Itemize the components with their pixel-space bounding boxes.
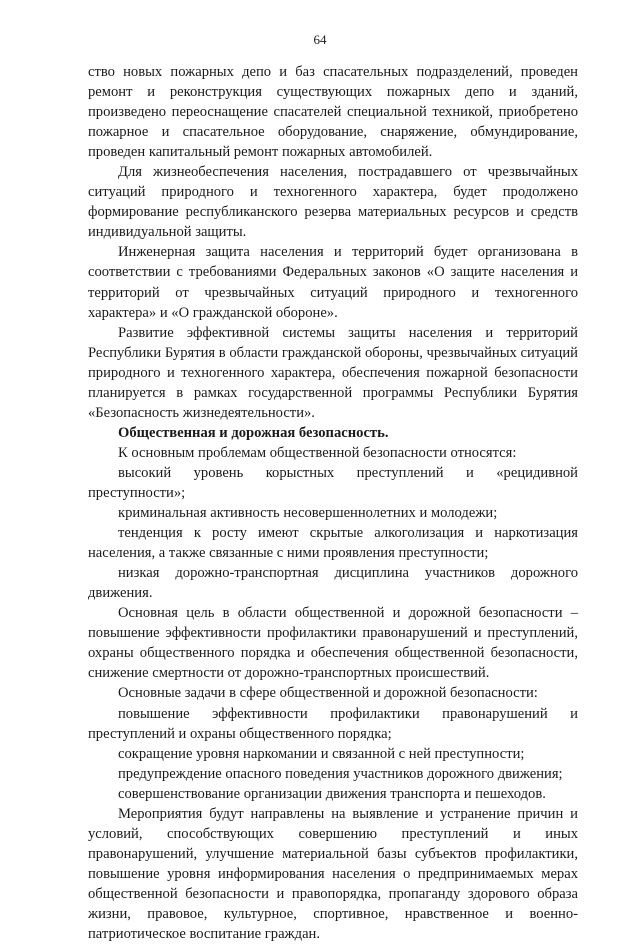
section-heading: Общественная и дорожная безопасность. [118, 424, 389, 441]
list-item-drug-reduction: сокращение уровня наркомании и связанной с ней преступности; [118, 745, 525, 762]
list-item-juvenile-crime: криминальная активность несовершеннолетних и молодежи; [118, 505, 498, 522]
paragraph-main-problems: К основным проблемам общественной безопасности относятся: [118, 444, 517, 461]
list-item-road-behavior: предупреждение опасного поведения участников дорожного движения; [118, 765, 563, 782]
page-number: 64 [313, 32, 327, 47]
paragraph-protection-system: Развитие эффективной системы защиты населения и территорий Республики Бурятия в области гражданской обороны, чрезвычайных ситуаций природного и техногенного характера, обеспечения пожарной безопасности планируется в рамках государственной программы Республики Бурятия «Безопасность жизнедеятельности». [88, 324, 578, 421]
paragraph-main-tasks: Основные задачи в сфере общественной и дорожной безопасности: [118, 685, 538, 702]
list-item-prevention: повышение эффективности профилактики правонарушений и преступлений и охраны общественного порядка; [88, 705, 578, 742]
list-item-road-discipline: низкая дорожно-транспортная дисциплина участников дорожного движения. [88, 565, 578, 602]
paragraph-life-support: Для жизнеобеспечения населения, пострадавшего от чрезвычайных ситуаций природного и техногенного характера, будет продолжено формирование республиканского резерва материальных ресурсов и средств индивидуальной защиты. [88, 164, 578, 241]
list-item-traffic-organization: совершенствование организации движения транспорта и пешеходов. [118, 785, 546, 802]
paragraph-main-goal: Основная цель в области общественной и дорожной безопасности – повышение эффективности профилактики правонарушений и преступлений, охраны общественного порядка и обеспечения общественной безопасности, снижение смертности от дорожно-транспортных происшествий. [88, 605, 578, 682]
paragraph-engineering-protection: Инженерная защита населения и территорий будет организована в соответствии с требованиями Федеральных законов «О защите населения и территорий от чрезвычайных ситуаций природного и техногенного характера» и «О гражданской обороне». [88, 244, 578, 321]
paragraph-measures: Мероприятия будут направлены на выявление и устранение причин и условий, способствующих совершению преступлений и иных правонарушений, улучшение материальной базы субъектов профилактики, повышение уровня информирования населения о предпринимаемых мерах общественной безопасности и правопорядка, пропаганду здорового образа жизни, правовое, культурное, спортивное, нравственное и военно-патриотическое воспитание граждан. [88, 805, 578, 943]
paragraph-fire-depots: ство новых пожарных депо и баз спасательных подразделений, проведен ремонт и реконструкция существующих пожарных депо и зданий, произведено переоснащение спасателей специальной техникой, приобретено пожарное и спасательное оборудование, снаряжение, обмундирование, проведен капитальный ремонт пожарных автомобилей. [88, 64, 578, 161]
list-item-property-crimes: высокий уровень корыстных преступлений и «рецидивной преступности»; [88, 464, 578, 501]
list-item-alcohol-drugs: тенденция к росту имеют скрытые алкоголизация и наркотизация населения, а также связанные с ними проявления преступности; [88, 525, 578, 562]
body-text [88, 62, 578, 944]
